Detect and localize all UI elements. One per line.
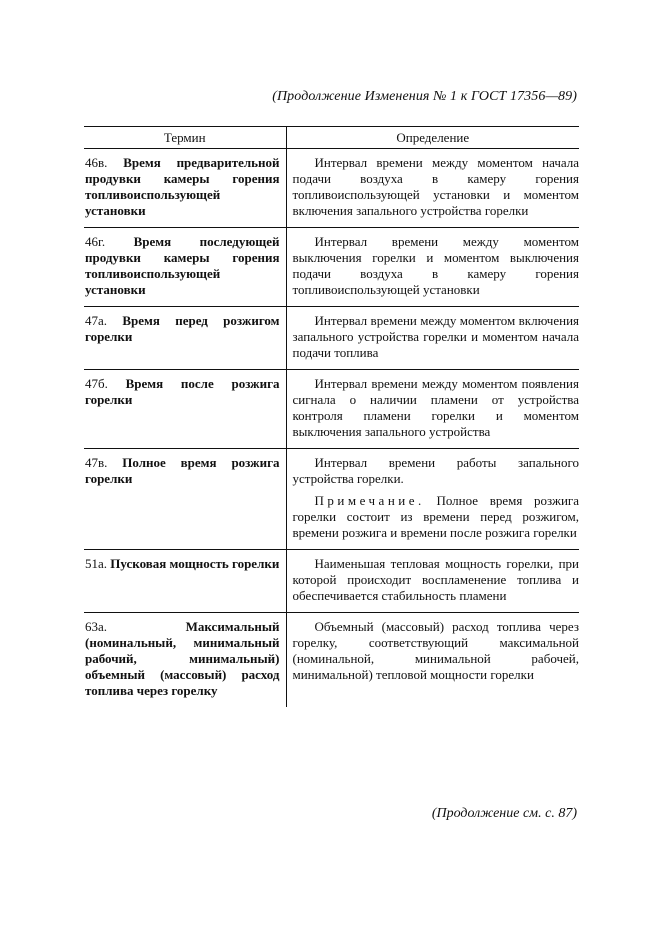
header-continuation-note: (Продолжение Изменения № 1 к ГОСТ 17356—89) [272, 89, 577, 104]
term-cell [84, 149, 286, 228]
term-text [85, 234, 280, 298]
term-text [85, 155, 280, 219]
term-text [85, 313, 280, 345]
definition-cell [286, 449, 579, 550]
term-column-header: Термин [84, 127, 286, 149]
term-name: Пусковая мощность горелки [110, 556, 280, 571]
definition-cell [286, 613, 579, 708]
definition-cell [286, 370, 579, 449]
term-cell [84, 370, 286, 449]
definition-text: Интервал времени работы запального устройства горелки. [292, 455, 579, 486]
term-number: 46в. [85, 155, 108, 170]
term-name: Время после розжига горелки [85, 376, 280, 407]
term-name: Время предварительной продувки камеры горения топливоиспользующей установки [85, 155, 280, 218]
term-name: Время последующей продувки камеры горения топливоиспользующей установки [85, 234, 280, 297]
term-cell [84, 550, 286, 613]
table-row [84, 449, 579, 550]
note-text: Полное время розжига горелки состоит из времени перед розжигом, времени розжига и времени после розжига горелки [292, 493, 579, 540]
table-header-row [84, 127, 579, 149]
term-text [85, 556, 280, 572]
table-row [84, 307, 579, 370]
table-row [84, 228, 579, 307]
table-row [84, 550, 579, 613]
term-cell [84, 228, 286, 307]
definition-text: Наименьшая тепловая мощность горелки, при которой происходит воспламенение топлива и обеспечивается стабильность пламени [292, 556, 579, 603]
term-number: 47в. [85, 455, 108, 470]
term-cell [84, 307, 286, 370]
definition-text: Объемный (массовый) расход топлива через горелку, соответствующий максимальной (номинальной, минимальной рабочей, минимальной) тепловой мощности горелки [292, 619, 579, 682]
table-row [84, 149, 579, 228]
definition-cell [286, 550, 579, 613]
term-number: 46г. [85, 234, 106, 249]
term-text [85, 455, 280, 487]
table-row [84, 613, 579, 708]
definition-text: Интервал времени между моментом выключения горелки и моментом выключения подачи воздуха в камеру горения топливоиспользующей установки [292, 234, 579, 297]
term-number: 47а. [85, 313, 108, 328]
table-row [84, 370, 579, 449]
terms-table [84, 126, 579, 707]
term-number: 47б. [85, 376, 108, 391]
definition-text: Интервал времени между моментом включения запального устройства горелки и моментом начала подачи топлива [292, 313, 579, 360]
term-number: 63а. [85, 619, 108, 634]
term-cell [84, 613, 286, 708]
definition-cell [286, 307, 579, 370]
definition-cell [286, 228, 579, 307]
definition-cell [286, 149, 579, 228]
term-text [85, 376, 280, 408]
term-name: Максимальный (номинальный, минимальный рабочий, минимальный) объемный (массовый) расход топлива через горелку [85, 619, 280, 698]
definition-column-header: Определение [286, 127, 579, 149]
definition-note [293, 493, 580, 541]
term-number: 51а. [85, 556, 108, 571]
term-name: Полное время розжига горелки [85, 455, 280, 486]
term-cell [84, 449, 286, 550]
definition-text: Интервал времени между моментом появления сигнала о наличии пламени от устройства контроля пламени горелки и моментом выключения запального устройства [292, 376, 579, 439]
definition-text: Интервал времени между моментом начала подачи воздуха в камеру горения топливоиспользующей установки и моментом включения запального устройства горелки [292, 155, 579, 218]
footer-continuation-note: (Продолжение см. с. 87) [431, 806, 577, 821]
note-label: Примечание. [314, 493, 425, 508]
term-name: Время перед розжигом горелки [85, 313, 280, 344]
term-text [85, 619, 280, 699]
